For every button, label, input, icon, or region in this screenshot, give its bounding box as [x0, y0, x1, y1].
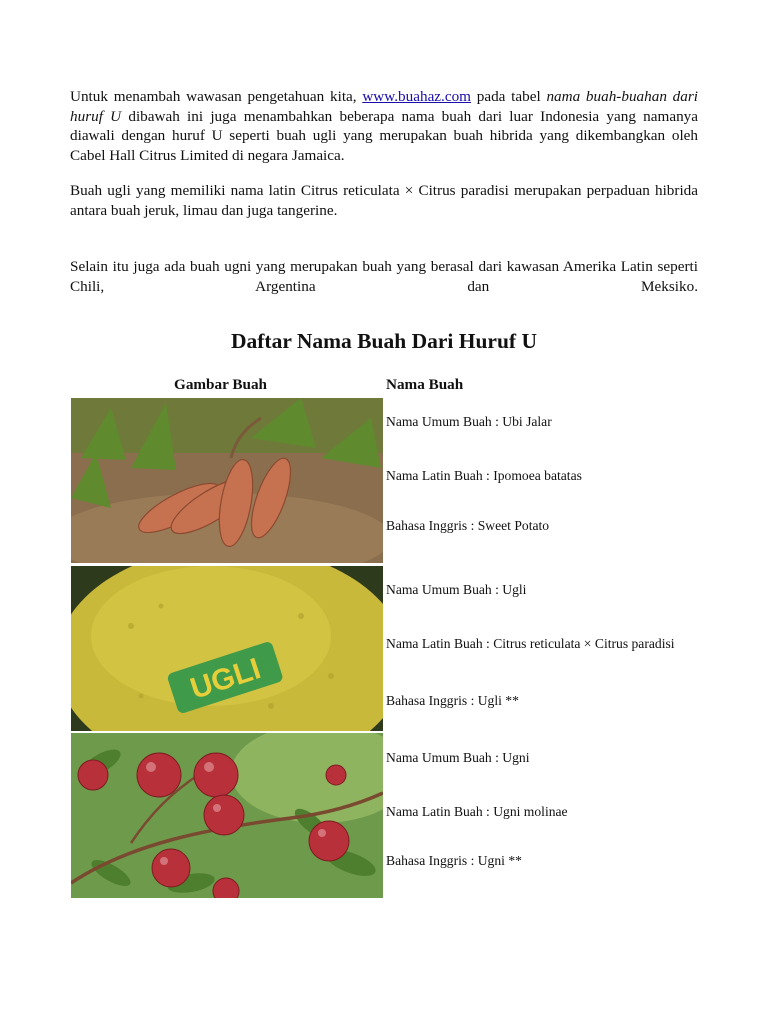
fruit-photo-ugni [71, 733, 383, 898]
intro-paragraph-2: Buah ugli yang memiliki nama latin Citrus reticulata × Citrus paradisi merupakan perpaduan hibrida antara buah jeruk, limau dan juga tangerine. [70, 182, 698, 219]
fruit-photo-sweet-potato [71, 398, 383, 563]
ubi-jalar-common-name: Nama Umum Buah : Ubi Jalar [386, 414, 552, 429]
intro-text-1a: Untuk menambah wawasan pengetahuan kita, [70, 88, 357, 105]
ugli-photo-icon [71, 566, 383, 731]
ugni-english-name: Bahasa Inggris : Ugni ** [386, 853, 522, 868]
ugni-latin-name: Nama Latin Buah : Ugni molinae [386, 804, 568, 819]
intro-paragraph-1 [70, 87, 698, 165]
sweet-potato-photo-icon [71, 398, 383, 563]
ugni-common-name: Nama Umum Buah : Ugni [386, 750, 530, 765]
ugli-english-name: Bahasa Inggris : Ugli ** [386, 693, 519, 708]
column-header-image: Gambar Buah [174, 376, 267, 393]
intro-italic-table-name: nama buah-buahan dari huruf U [70, 88, 698, 125]
intro-text-1c: dibawah ini juga menambahkan beberapa nama buah dari luar Indonesia yang namanya diawali dengan huruf U seperti buah ugli yang merupakan buah hibrida yang dikembangkan oleh Cabel Hall Citrus Limited di negara Jamaica. [70, 107, 698, 164]
table-title: Daftar Nama Buah Dari Huruf U [231, 329, 537, 353]
buahaz-link[interactable]: www.buahaz.com [362, 88, 471, 105]
intro-paragraph-3: Selain itu juga ada buah ugni yang merupakan buah yang berasal dari kawasan Amerika Latin seperti Chili, Argentina dan Meksiko. [70, 258, 698, 295]
column-header-name: Nama Buah [386, 376, 464, 393]
fruit-photo-ugli [71, 566, 383, 731]
ugli-sticker-label: UGLI [186, 652, 265, 706]
ugni-photo-icon [71, 733, 383, 898]
ugli-latin-name: Nama Latin Buah : Citrus reticulata × Citrus paradisi [386, 636, 675, 651]
ubi-jalar-latin-name: Nama Latin Buah : Ipomoea batatas [386, 468, 582, 483]
ubi-jalar-english-name: Bahasa Inggris : Sweet Potato [386, 518, 550, 533]
ugli-common-name: Nama Umum Buah : Ugli [386, 582, 527, 597]
intro-text-1b: pada tabel [471, 88, 547, 105]
